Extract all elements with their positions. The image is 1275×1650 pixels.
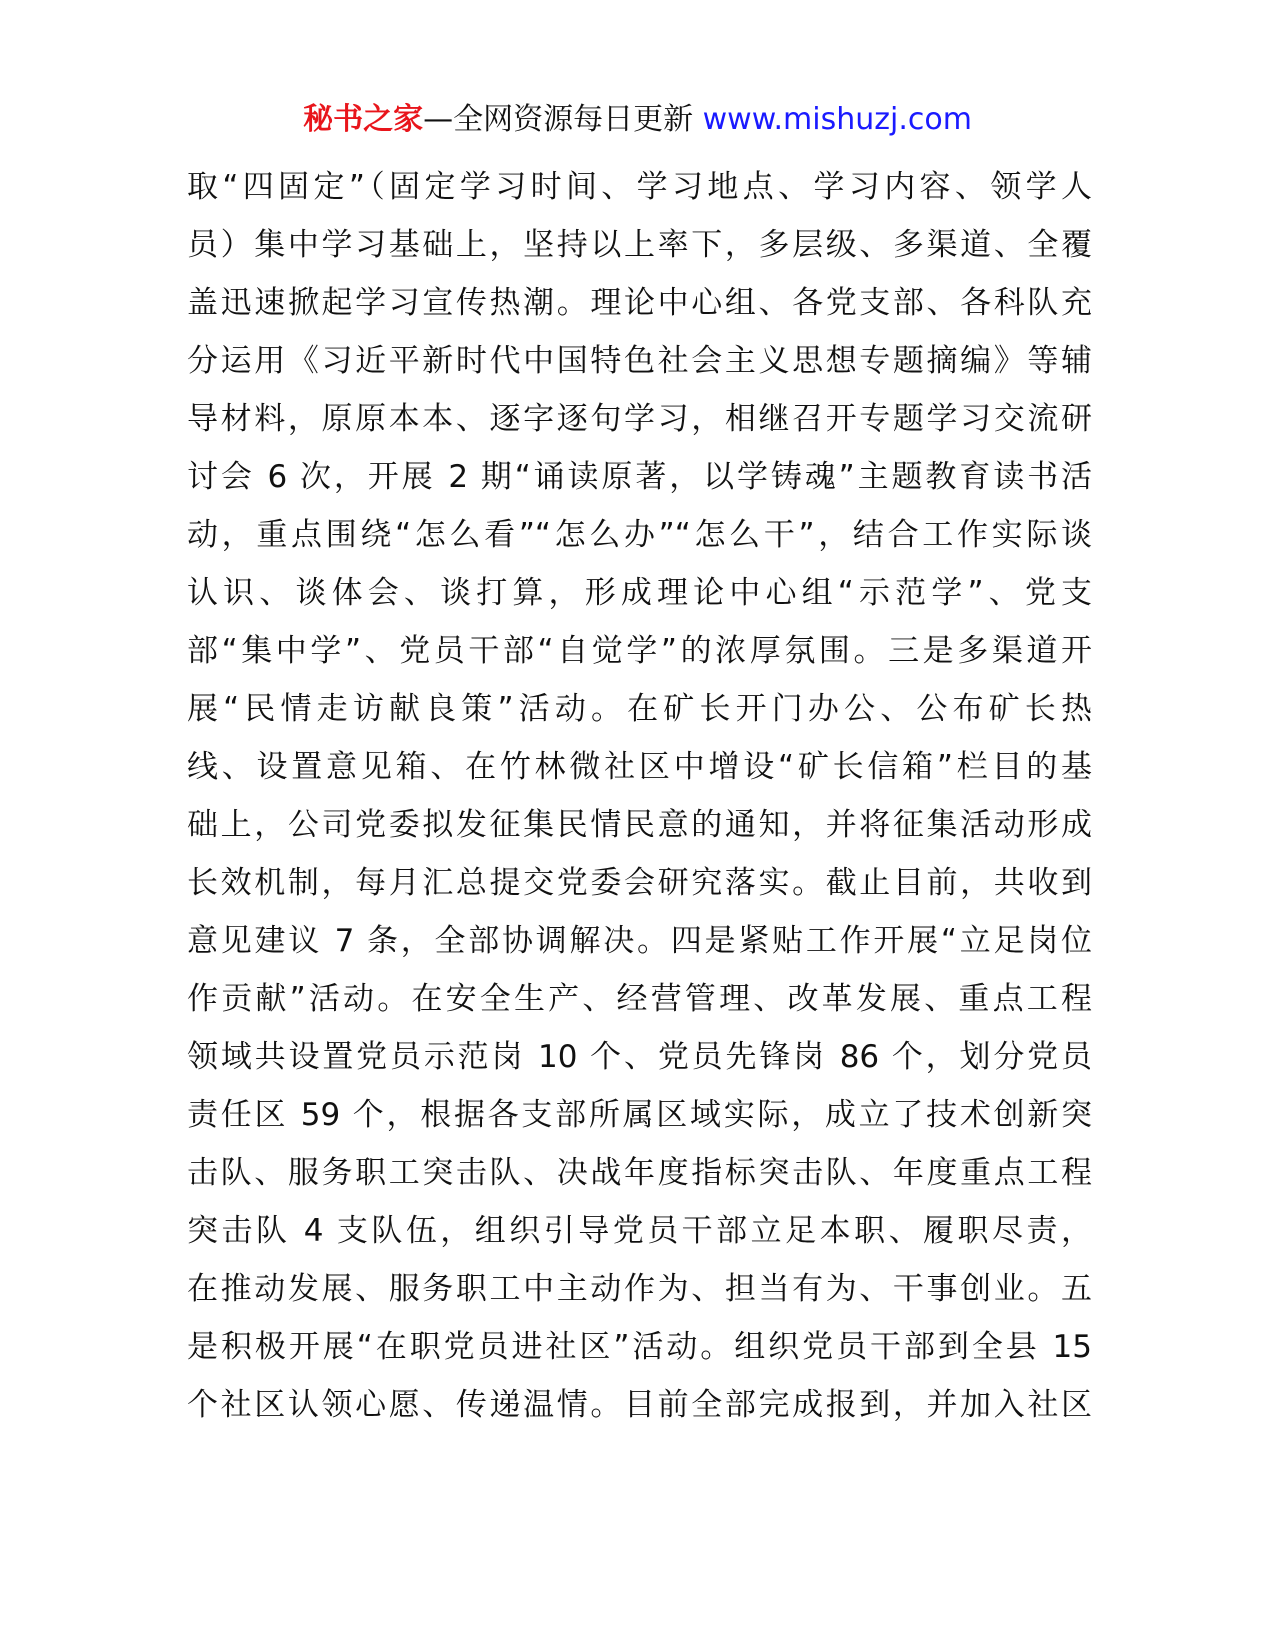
text-line: 线、设置意见箱、在竹林微社区中增设“矿长信箱”栏目的基 [187, 749, 1092, 785]
text-line: 础上，公司党委拟发征集民情民意的通知，并将征集活动形成 [187, 807, 1092, 843]
body-paragraph [187, 158, 1092, 1434]
text-line: 作贡献”活动。在安全生产、经营管理、改革发展、重点工程 [187, 981, 1092, 1017]
text-line: 展“民情走访献良策”活动。在矿长开门办公、公布矿长热 [187, 691, 1092, 727]
text-line: 盖迅速掀起学习宣传热潮。理论中心组、各党支部、各科队充 [187, 285, 1092, 321]
header-tagline: —全网资源每日更新 [423, 102, 703, 137]
page-header [0, 100, 1275, 140]
text-line: 责任区 59 个，根据各支部所属区域实际，成立了技术创新突 [187, 1097, 1092, 1133]
text-line: 突击队 4 支队伍，组织引导党员干部立足本职、履职尽责， [187, 1213, 1092, 1249]
text-line: 击队、服务职工突击队、决战年度指标突击队、年度重点工程 [187, 1155, 1092, 1191]
text-line: 领域共设置党员示范岗 10 个、党员先锋岗 86 个，划分党员 [187, 1039, 1092, 1075]
text-line: 个社区认领心愿、传递温情。目前全部完成报到，并加入社区 [187, 1387, 1092, 1423]
text-line: 动，重点围绕“怎么看”“怎么办”“怎么干”，结合工作实际谈 [187, 517, 1092, 553]
text-line: 讨会 6 次，开展 2 期“诵读原著，以学铸魂”主题教育读书活 [187, 459, 1092, 495]
website-link[interactable]: www.mishuzj.com [702, 102, 972, 137]
text-line: 导材料，原原本本、逐字逐句学习，相继召开专题学习交流研 [187, 401, 1092, 437]
text-line: 认识、谈体会、谈打算，形成理论中心组“示范学”、党支 [187, 575, 1092, 611]
text-line: 意见建议 7 条，全部协调解决。四是紧贴工作开展“立足岗位 [187, 923, 1092, 959]
text-line: 分运用《习近平新时代中国特色社会主义思想专题摘编》等辅 [187, 343, 1092, 379]
text-line: 部“集中学”、党员干部“自觉学”的浓厚氛围。三是多渠道开 [187, 633, 1092, 669]
text-line: 取“四固定”（固定学习时间、学习地点、学习内容、领学人 [187, 169, 1092, 205]
text-line: 长效机制，每月汇总提交党委会研究落实。截止目前，共收到 [187, 865, 1092, 901]
brand-name: 秘书之家 [303, 102, 424, 137]
text-line: 是积极开展“在职党员进社区”活动。组织党员干部到全县 15 [187, 1329, 1092, 1365]
text-line: 员）集中学习基础上，坚持以上率下，多层级、多渠道、全覆 [187, 227, 1092, 263]
text-line: 在推动发展、服务职工中主动作为、担当有为、干事创业。五 [187, 1271, 1092, 1307]
